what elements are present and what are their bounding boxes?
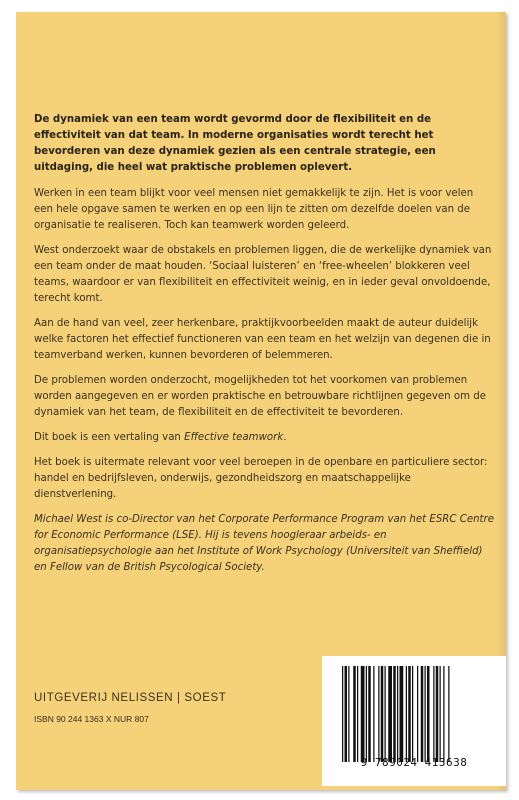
translation-suffix: . xyxy=(283,432,287,443)
barcode-digits: 9 789024 413638 xyxy=(360,756,468,769)
original-title: Effective teamwork xyxy=(184,432,284,443)
barcode-bars xyxy=(342,666,492,762)
barcode xyxy=(322,656,506,786)
paragraph-examples: Aan de hand van veel, zeer herkenbare, praktijkvoorbeelden maakt de auteur duidelijk welke factoren het effectief functioneren van een team en het welzijn van degenen die in teamverband werken, kunnen bevorderen of belemmeren. xyxy=(34,318,491,361)
back-cover-blurb xyxy=(34,112,494,585)
lead-paragraph: De dynamiek van een team wordt gevormd door de flexibiliteit en de effectiviteit van dat team. In moderne organisaties wordt terecht het bevorderen van deze dynamiek gezien als een centrale strategie, een uitdaging, die heel wat praktische problemen oplevert. xyxy=(34,114,436,173)
isbn-line: ISBN 90 244 1363 X NUR 807 xyxy=(34,714,149,724)
paragraph-translation xyxy=(34,430,494,446)
paragraph-relevance: Het boek is uitermate relevant voor veel beroepen in de openbare en particuliere sector: handel en bedrijfsleven, onderwijs, gezondheidszorg en maatschappelijke dienstverlening. xyxy=(34,457,488,500)
paragraph-guidelines: De problemen worden onderzocht, mogelijkheden tot het voorkomen van problemen worden aangegeven en er worden praktische en betrouwbare richtlijnen gegeven om de dynamiek van het team, de flexibiliteit en de effectiviteit te bevorderen. xyxy=(34,375,486,418)
paragraph-obstacles: West onderzoekt waar de obstakels en problemen liggen, die de werkelijke dynamiek van een team onder de maat houden. ‘Sociaal luisteren’ en ‘free-wheelen’ blokkeren veel teams, waardoor er van flexibiliteit en effectiviteit weinig, en in ieder geval onvoldoende, terecht komt. xyxy=(34,245,492,304)
book-back-cover xyxy=(16,12,506,790)
author-bio: Michael West is co-Director van het Corporate Performance Program van het ESRC Centre for Economic Performance (LSE). Hij is tevens hoogleraar arbeids- en organisatiepsychologie aan het Institute of Work Psychology (Universiteit van Sheffield) en Fellow van de British Psycological Society. xyxy=(34,514,495,573)
publisher-name: UITGEVERIJ NELISSEN | SOEST xyxy=(34,692,227,704)
paragraph-teamwork: Werken in een team blijkt voor veel mensen niet gemakkelijk te zijn. Het is voor velen een hele opgave samen te werken en op een lijn te zitten om dezelfde doelen van de organisatie te realiseren. Toch kan teamwerk worden geleerd. xyxy=(34,188,474,231)
translation-prefix: Dit boek is een vertaling van xyxy=(34,432,185,443)
